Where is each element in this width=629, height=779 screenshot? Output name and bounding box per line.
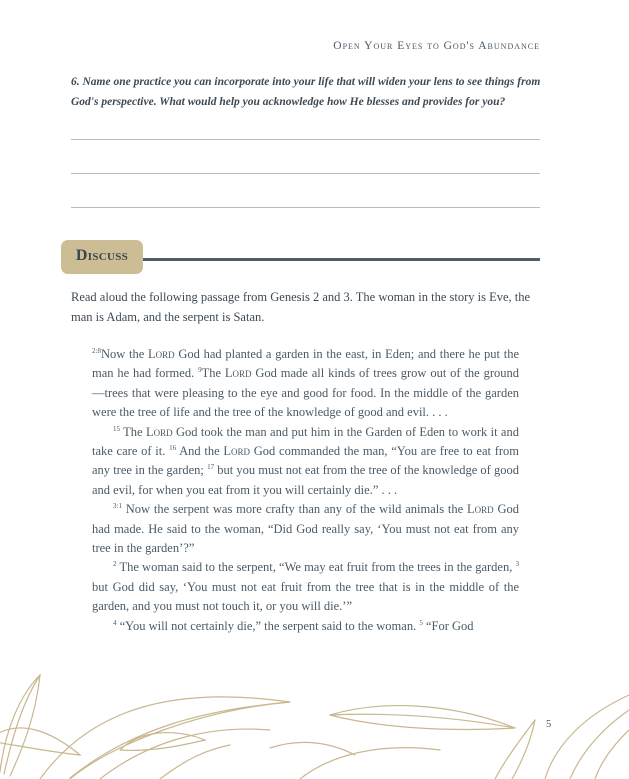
passage-text: God made all kinds of trees grow out of the ground—trees that were pleasing to the eye and good for food. In the middle of the garden were the tree of life and the tree of the knowledge of good and evil. . . .	[92, 366, 519, 420]
verse-number: 5	[419, 618, 423, 627]
passage-text: God commanded the man, “You are free to eat from any tree in the garden;	[92, 444, 520, 478]
passage-text: but you must not eat from the tree of the knowledge of good and evil, for when you eat from it you will certainly die.” . . .	[92, 463, 519, 497]
verse-number: 16	[169, 444, 177, 453]
running-header: Open Your Eyes to God's Abundance	[333, 40, 540, 52]
leaf-shape	[300, 748, 440, 779]
leaf-shape	[70, 702, 290, 778]
leaf-shape	[40, 697, 290, 779]
verse-number: 2	[113, 560, 117, 569]
verse-number: 9	[198, 366, 202, 375]
lord-small-caps: Lord	[145, 424, 173, 439]
discuss-intro: Read aloud the following passage from Genesis 2 and 3. The woman in the story is Eve, the man is Adam, and the serpent is Satan.	[71, 290, 531, 324]
passage-text: The woman said to the serpent, “We may eat fruit from the trees in the garden,	[116, 560, 516, 575]
passage-paragraph-1	[92, 345, 519, 423]
passage-paragraph-2	[92, 423, 519, 501]
discuss-heading: Discuss	[75, 247, 129, 264]
leaf-shape	[545, 695, 629, 779]
passage-paragraph-4	[92, 558, 519, 616]
passage-text: God had planted a garden in the east, in Eden; and there he put the man he had formed.	[92, 347, 520, 381]
leaf-shape	[160, 745, 230, 779]
lord-small-caps: Lord	[467, 502, 494, 517]
verse-number: 17	[207, 463, 215, 472]
answer-line-2[interactable]	[71, 173, 540, 174]
leaf-shape	[330, 706, 515, 730]
passage-text: God had made. He said to the woman, “Did God really say, ‘You must not eat from any tree in the garden’?”	[92, 502, 519, 556]
page-number: 5	[546, 719, 552, 730]
question-6	[71, 72, 551, 112]
passage-paragraph-5	[92, 617, 519, 636]
answer-line-3[interactable]	[71, 207, 540, 208]
leaf-decoration-icon	[0, 660, 629, 779]
verse-number: 2:8	[92, 347, 101, 355]
leaf-shape	[270, 742, 355, 755]
verse-number: 4	[113, 618, 117, 627]
lord-small-caps: Lord	[223, 444, 251, 459]
section-rule	[143, 258, 540, 261]
verse-number: 3:1	[113, 502, 122, 511]
question-number: 6.	[71, 76, 80, 88]
passage-text: Now the	[100, 347, 148, 361]
leaf-shape	[0, 675, 40, 776]
passage-text: The	[201, 366, 225, 381]
passage-text: The	[120, 424, 146, 439]
lord-small-caps: Lord	[148, 347, 175, 361]
lord-small-caps: Lord	[224, 366, 252, 381]
verse-number: 15	[113, 424, 120, 433]
leaf-shape	[4, 675, 40, 774]
passage-text: but God did say, ‘You must not eat fruit from the tree that is in the middle of the garden, and you must not touch it, or you will die.’”	[92, 579, 519, 614]
leaf-shape	[512, 720, 535, 779]
passage-text: God took the man and put him in the Garden of Eden to work it and take care of it.	[92, 424, 519, 459]
passage-paragraph-3	[92, 500, 519, 558]
passage-text: Now the serpent was more crafty than any of the wild animals the	[121, 502, 467, 517]
passage-text: “For God	[422, 618, 474, 633]
leaf-shape	[595, 730, 629, 779]
discuss-section-tab	[61, 240, 143, 274]
passage-text: “You will not certainly die,” the serpent said to the woman.	[116, 618, 420, 633]
question-text: Name one practice you can incorporate into your life that will widen your lens to see things from God's perspective. What would help you acknowledge how He blesses and provides for you?	[71, 76, 541, 108]
leaf-shape	[100, 729, 270, 779]
scripture-passage	[92, 345, 519, 636]
answer-line-1[interactable]	[71, 139, 540, 140]
passage-text: And the	[176, 444, 224, 459]
verse-number: 3	[515, 560, 519, 569]
